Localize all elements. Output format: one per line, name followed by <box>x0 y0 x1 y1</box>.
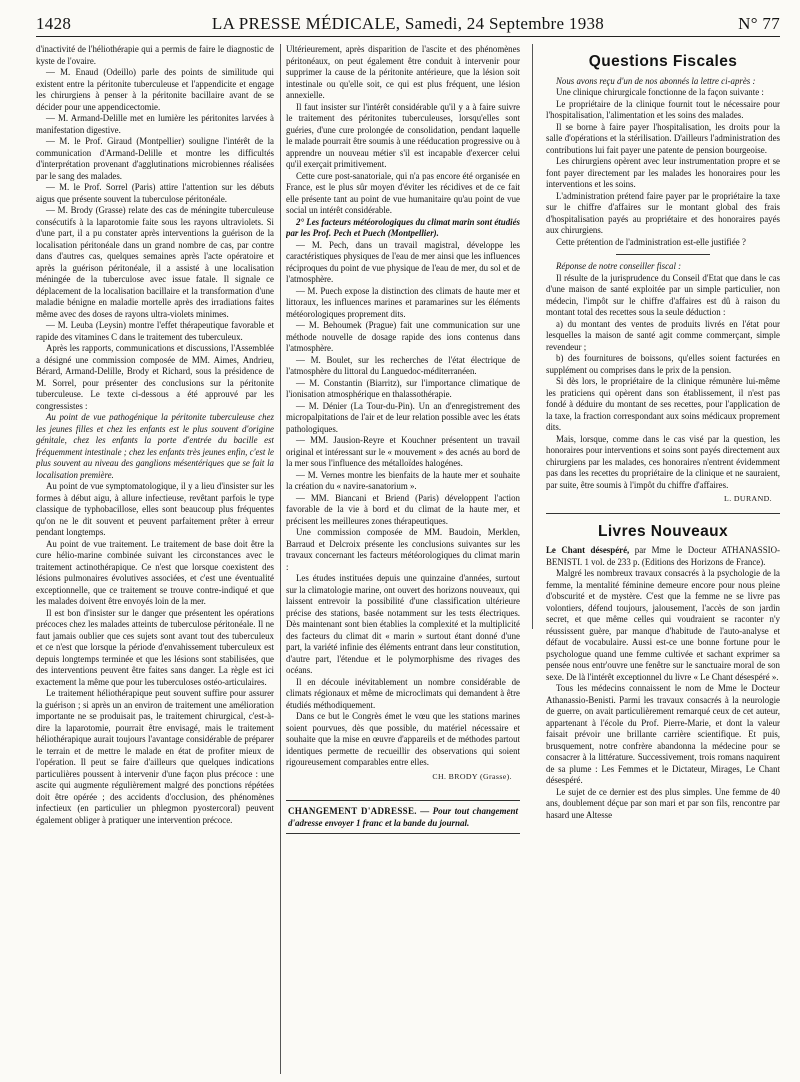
paragraph: — MM. Jausion-Reyre et Kouchner présentent un travail original et intéressant sur le « mouvement » des acnés au bord de la mer sous l'influence des métalloïdes halogénes. <box>286 435 520 468</box>
notice-text: — Pour tout changement d'adresse envoyer 1 franc et la bande du journal. <box>288 806 519 828</box>
paragraph: Une clinique chirurgicale fonctionne de la façon suivante : <box>556 87 764 97</box>
article-column-3 <box>546 44 780 1076</box>
paragraph: Cette cure post-sanatoriale, qui n'a pas encore été organisée en France, est le plus sûr moyen d'éviter les récidives et de ce fait elle présente tant au point de vue humanitaire qu'au point de vue social un intérêt considérable. <box>286 170 520 215</box>
paragraph: Malgré les nombreux travaux consacrés à la psychologie de la femme, la mentalité féminine demeure encore pour nous pleine d'obscurité et de mystère. C'est que la femme ne se livre pas volontiers, défend toujours, jalousement, l'accès de son jardin secret, et que même celles qui voudraient se raconter n'y réussissent guère, par manque d'habitude de l'auto-analyse et défaut de vocabulaire. Aussi est-ce une bonne fortune pour le psychologue quand une femme cultivée et sachant exprimer sa pensée nous entr'ouvre une fenêtre sur le sanctuaire moral de son sexe. De là l'intérêt exceptionnel du livre « Le Chant désespéré ». <box>546 568 780 682</box>
paragraph: Il résulte de la jurisprudence du Conseil d'Etat que dans le cas d'une maison de santé exploitée par un simple particulier, non médecin, l'impôt sur le chiffre d'affaires est dû à raison du montant total des recettes sous la seule déduction : <box>546 272 780 317</box>
change-of-address-notice <box>286 800 520 834</box>
paragraph: Mais, lorsque, comme dans le cas visé par la question, les honoraires pour interventions et soins sont payés directement aux chirurgiens par les malades, ces honoraires n'entrent évidemment pas dans les recettes du propriétaire de la clinique et ne sauraient, par suite, être soumis à l'impôt du chiffre d'affaires. <box>546 433 780 490</box>
paragraph: Le propriétaire de la clinique fournit tout le nécessaire pour l'hospitalisation, l'alimentation et les soins des malades. <box>546 98 780 120</box>
paragraph: — M. Constantin (Biarritz), sur l'importance climatique de l'ionisation atmosphérique en thalassothérapie. <box>286 377 520 399</box>
paragraph: Au point de vue pathogénique la péritonite tuberculeuse chez les jeunes filles et chez les enfants est le plus souvent d'origine génitale, chez les enfants la porte d'entrée du bacille est fréquemment intestinale ; chez les enfants très jeunes enfin, c'est le plus souvent au niveau des ganglions mésentériques que se fait la localisation première. <box>36 412 274 480</box>
paragraph: Dans ce but le Congrès émet le vœu que les stations marines soient pourvues, dès que possible, du matériel nécessaire et souhaite que la mise en œuvre d'appareils et de méthodes partout identiques permette de recueillir des observations qui soient rigoureusement comparables entre elles. <box>286 711 520 767</box>
paragraph: Réponse de notre conseiller fiscal : <box>556 261 682 271</box>
paragraph: Cette prétention de l'administration est-elle justifiée ? <box>556 236 746 247</box>
paragraph: Le sujet de ce dernier est des plus simples. Une femme de 40 ans, doublement déçue par son mari et par son fils, rencontre par hasard une Altesse <box>546 786 780 820</box>
paragraph: — MM. Biancani et Briend (Paris) développent l'action favorable de la vie à bord et du climat de la haute mer, et précisent les meilleures zones thérapeutiques. <box>286 492 520 526</box>
masthead-rule <box>36 36 780 37</box>
book-entry <box>546 545 780 568</box>
issue-number: N° 77 <box>738 14 780 33</box>
paragraph: Au point de vue symptomatologique, il y a lieu d'insister sur les formes à début aigu, à allure infectieuse, revêtant parfois le type classique de typhobacillose, elles sont beaucoup plus fréquentes qu'on ne le dit souvent et peuvent parfaitement prêter à erreur pendant longtemps. <box>36 481 274 537</box>
page-number: 1428 <box>36 14 72 33</box>
paragraph: — M. Leuba (Leysin) montre l'effet thérapeutique favorable et rapide des vitamines C dans le traitement des tuberculeux. <box>36 320 274 342</box>
paragraph: Les études instituées depuis une quinzaine d'années, surtout sur la climatologie marine, ont ouvert des horizons nouveaux, qui laissent entrevoir la possibilité d'une classification ultérieure précise des stations, basée notamment sur les tests électriques. Dès maintenant sont bien établies la complexité et la multiplicité des facteurs du climat dit « marin » surtout étant donné d'une part, la variété infinie des éléments entrant dans leur constitution, d'autre part, l'étendue et le polymorphisme des rivages des océans. <box>286 573 520 675</box>
column-divider <box>280 44 281 1074</box>
journal-title: LA PRESSE MÉDICALE, Samedi, 24 Septembre 1938 <box>211 14 605 33</box>
paragraph: — M. Pech, dans un travail magistral, développe les caractéristiques physiques de l'eau de mer ainsi que les influences réciproques du point de vue physique de l'eau de mer, du sol et de l'atmosphère. <box>286 239 520 284</box>
paragraph: Nous avons reçu d'un de nos abonnés la lettre ci-après : <box>556 75 756 86</box>
paragraph: — M. Armand-Delille met en lumière les péritonites larvées à manifestation digestive. <box>36 113 274 135</box>
paragraph: Il en découle inévitablement un nombre considérable de climats régionaux et même de microclimats qui demandent à être étudiés méthodiquement. <box>286 676 520 710</box>
masthead <box>36 8 780 36</box>
paragraph: d'inactivité de l'héliothérapie qui a permis de faire le diagnostic de kyste de l'ovaire. <box>36 44 274 66</box>
paragraph: — M. Dénier (La Tour-du-Pin). Un an d'enregistrement des micropalpitations de l'air et de leur relation possible avec les états pathologiques. <box>286 400 520 434</box>
separator-rule <box>616 254 710 255</box>
article-signature: CH. BRODY (Grasse). <box>432 771 512 781</box>
book-title: Le Chant désespéré, <box>546 545 630 555</box>
paragraph: Le traitement héliothérapique peut souvent suffire pour assurer la guérison ; si après un an environ de traitement une amélioration importante ne se produisait pas, le traitement chirurgical, c'est-à-dire la laparotomie, pourrait être envisagé, mais le traitement héliothérapique aurait toujours l'avantage considérable de préparer le terrain et de mettre le malade en état de profiter mieux de l'opération. Il peut se faire d'ailleurs que quelques indications particulières poussent à intervenir d'une façon plus précoce : une ascite qui augmente régulièrement malgré des ponctions répétées doit être opérée ; des accidents d'occlusion, des phénomènes infectieux (en particulier un phlegmon pyostercoral) peuvent également obliger à pratiquer une intervention précoce. <box>36 688 274 825</box>
paragraph: Tous les médecins connaissent le nom de Mme le Docteur Athanassio-Benisti. Parmi les travaux consacrés à la neurologie de guerre, on avait particulièrement remarqué ceux de cet auteur, appartenant à l'école du Prof. Pierre-Marie, et dont la valeur faisait prévoir une brillante carrière scientifique. Et puis, brusquement, notre confrère abandonna la médecine pour se consacrer à la littérature. Successivement, trois romans naquirent de sa plume : Les Femmes et le Dictateur, Mirages, Le Chant désespéré. <box>546 683 780 785</box>
paragraph: b) des fournitures de boissons, qu'elles soient facturées en supplément ou comprises dans le prix de la pension. <box>546 353 780 375</box>
paragraph: — M. Puech expose la distinction des climats de haute mer et littoraux, les influences marines et paramarines sur les éléments météorologiques proprement dits. <box>286 285 520 319</box>
section-heading: 2° Les facteurs météorologiques du climat marin sont étudiés par les Prof. Pech et Puech (Montpellier). <box>286 216 520 238</box>
article-signature: L. DURAND. <box>724 494 772 503</box>
article-column-1 <box>36 44 274 1074</box>
paragraph: — M. le Prof. Giraud (Montpellier) souligne l'intérêt de la communication d'Armand-Delille et montre les difficultés d'interprétation provenant d'agglutinations microbiennes réalisées par le sang des malades. <box>36 136 274 181</box>
paragraph: Il faut insister sur l'intérêt considérable qu'il y a à faire suivre le traitement des péritonites tuberculeuses, lorsqu'elles sont guéries, d'une cure prolongée de consolidation, pendant laquelle le malade pourrait être soumis à une rééducation progressive ou à apprendre un nouveau métier s'il est incapable d'exercer celui qu'il exerçait primitivement. <box>286 101 520 169</box>
paragraph: Ultérieurement, après disparition de l'ascite et des phénomènes péritonéaux, on peut également être conduit à intervenir pour supprimer la cause de la péritonite antérieure, que la lésion soit intestinale ou qu'elle soit, ce qui est plus fréquent, une lésion annexielle. <box>286 44 520 100</box>
paragraph: Il se borne à faire payer l'hospitalisation, les droits pour la salle d'opérations et la stérilisation. D'ailleurs l'administration des contributions lui fait payer une patente de pension bourgeoise. <box>546 121 780 155</box>
livres-nouveaux-heading: Livres Nouveaux <box>597 522 729 540</box>
paragraph: — M. Vernes montre les bienfaits de la haute mer et souhaite la création du « navire-sanatorium ». <box>286 469 520 491</box>
paragraph: — M. le Prof. Sorrel (Paris) attire l'attention sur les débuts aigus que présente souvent la tuberculose péritonéale. <box>36 182 274 204</box>
paragraph: Il est bon d'insister sur le danger que présentent les opérations précoces chez les malades atteints de tuberculose péritonéale. Il ne faut jamais oublier que ces sujets sont avant tout des tuberculeux et ce n'est que lorsque la période d'envahissement tuberculeux est depuis longtemps terminée et que les lésions sont stabilisées, que des interventions peuvent être faites sans danger. La règle est ici exactement la même que pour les tuberculoses ostéo-articulaires. <box>36 607 274 687</box>
paragraph: — M. Brody (Grasse) relate des cas de méningite tuberculeuse consécutifs à la laparotomie faite sous les rayons ultraviolets. Si d'une part, il a pu constater après interventions la guérison de la localisation péritonéale dans un grand nombre de cas, par contre dans d'autres cas, quelques semaines après l'acte opératoire et après la guérison péritonéale, il a assisté à une localisation méningée de la tuberculose avec issue fatale. Il signale ce déplacement de la localisation bacillaire et la transformation d'une maladie bénigne en maladie mortelle après des irradiations faites même avec des doses de rayons ultra-violets minimes. <box>36 205 274 319</box>
notice-title: CHANGEMENT D'ADRESSE. <box>288 806 417 816</box>
paragraph: — M. Boulet, sur les recherches de l'état électrique de l'atmosphère du littoral du Languedoc-méditerranéen. <box>286 354 520 376</box>
paragraph: — M. Enaud (Odeillo) parle des points de similitude qui existent entre la péritonite tuberculeuse et l'appendicite et engage les chirurgiens à penser à la péritonite bacillaire avant de se décider pour une appendicectomie. <box>36 67 274 112</box>
article-column-2 <box>286 44 520 1076</box>
paragraph: Au point de vue traitement. Le traitement de base doit être la cure hélio-marine combinée suivant les circonstances avec le traitement actinothérapique. Ce n'est que lorsque coexistent des lésions pulmonaires évolutives associées, et c'est une éventualité exceptionnelle, que ce traitement se trouve contre-indiqué et que les malades doivent être envoyés loin de la mer. <box>36 538 274 606</box>
paragraph: — M. Behoumek (Prague) fait une communication sur une méthode nouvelle de dosage rapide des ions contenus dans l'atmosphère. <box>286 320 520 353</box>
column-divider <box>532 44 533 629</box>
questions-fiscales-heading: Questions Fiscales <box>588 53 738 70</box>
paragraph: Après les rapports, communications et discussions, l'Assemblée a désigné une commission composée de MM. Aimes, Andrieu, Bérard, Armand-Delille, Brody et Richard, sous la présidence de M. Sorrel, pour présenter des conclusions sur la péritonite tuberculeuse. Le texte ci-dessous a été approuvé par les congressistes : <box>36 343 274 411</box>
book-reference: par Mme le Docteur ATHANASSIO-BENISTI. 1 vol. de 233 p. (Editions des Horizons de France). <box>546 545 780 567</box>
paragraph: Si dès lors, le propriétaire de la clinique rémunère lui-même les praticiens qui opèrent dans son établissement, il n'est pas fondé à déduire du montant de ses recettes, pour l'application de la taxe, la fraction correspondant aux soins médicaux proprement dits. <box>546 376 780 432</box>
paragraph: a) du montant des ventes de produits livrés en l'état pour lesquelles la maison de santé agit comme commerçant, simple revendeur ; <box>546 318 780 352</box>
paragraph: L'administration prétend faire payer par le propriétaire la taxe sur le chiffre d'affaires sur le montant global des frais d'hospitalisation payés au propriétaire et des honoraires payés aux chirurgiens. <box>546 190 780 235</box>
paragraph: Les chirurgiens opèrent avec leur instrumentation propre et se font payer directement par les malades les honoraires pour les interventions et les soins. <box>546 156 780 189</box>
paragraph: Une commission composée de MM. Baudoin, Merklen, Barraud et Delcroix présente les conclusions suivantes sur les travaux concernant les facteurs météorologiques du climat marin : <box>286 527 520 572</box>
